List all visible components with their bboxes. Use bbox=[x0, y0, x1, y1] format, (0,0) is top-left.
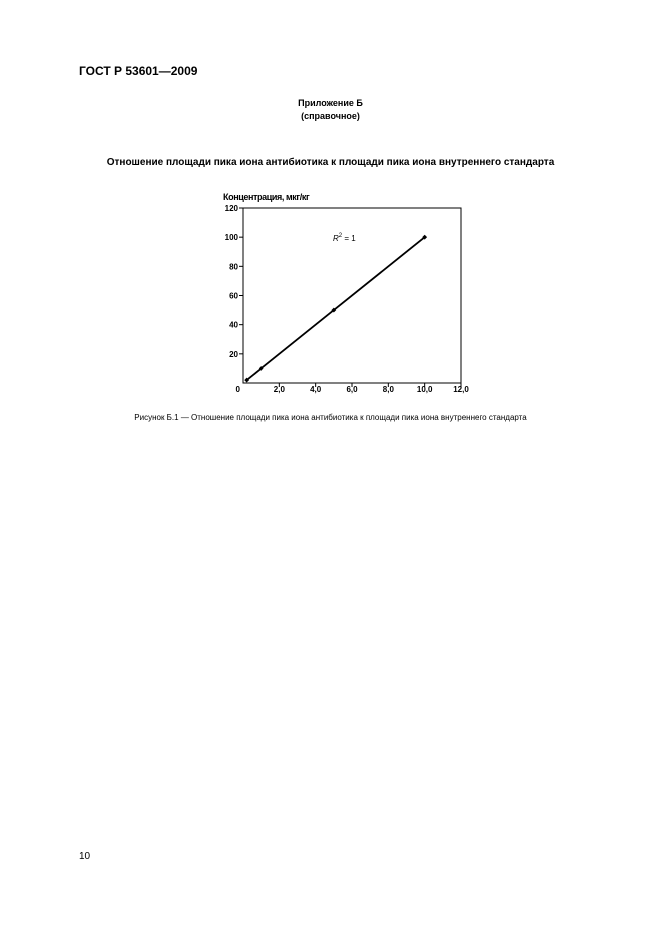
series-line bbox=[247, 237, 425, 380]
annotation-superscript: 2 bbox=[338, 233, 343, 239]
x-tick-label: 2,0 bbox=[273, 385, 285, 394]
calibration-chart bbox=[220, 190, 470, 400]
appendix-title: Приложение Б bbox=[298, 98, 363, 108]
appendix-type: (справочное) bbox=[301, 111, 360, 121]
y-tick-label: 20 bbox=[229, 349, 238, 359]
y-tick-label: 60 bbox=[229, 291, 238, 301]
y-tick-label: 100 bbox=[224, 233, 238, 243]
x-tick-label: 8,0 bbox=[382, 385, 394, 394]
annotation-r: R bbox=[333, 234, 339, 243]
x-tick-label: 0 bbox=[235, 385, 240, 394]
y-tick-label: 120 bbox=[224, 204, 238, 213]
y-tick-label: 40 bbox=[229, 320, 238, 330]
chart-svg bbox=[220, 190, 470, 400]
x-tick-label: 4,0 bbox=[310, 385, 322, 394]
x-tick-label: 6,0 bbox=[346, 385, 358, 394]
annotation-suffix: = 1 bbox=[342, 234, 356, 243]
y-axis-label: Концентрация, мкг/кг bbox=[223, 192, 310, 202]
x-tick-label: 12,0 bbox=[453, 385, 469, 394]
r-squared-annotation bbox=[333, 233, 356, 243]
section-title: Отношение площади пика иона антибиотика к площади пика иона внутреннего стандарта bbox=[106, 157, 555, 168]
appendix-heading bbox=[0, 97, 661, 123]
page-number: 10 bbox=[79, 851, 91, 862]
document-header: ГОСТ Р 53601—2009 bbox=[79, 64, 198, 78]
x-tick-label: 10,0 bbox=[416, 385, 433, 394]
figure-caption: Рисунок Б.1 — Отношение площади пика иона антибиотика к площади пика иона внутреннего стандарта bbox=[134, 413, 527, 422]
y-tick-label: 80 bbox=[229, 262, 238, 272]
